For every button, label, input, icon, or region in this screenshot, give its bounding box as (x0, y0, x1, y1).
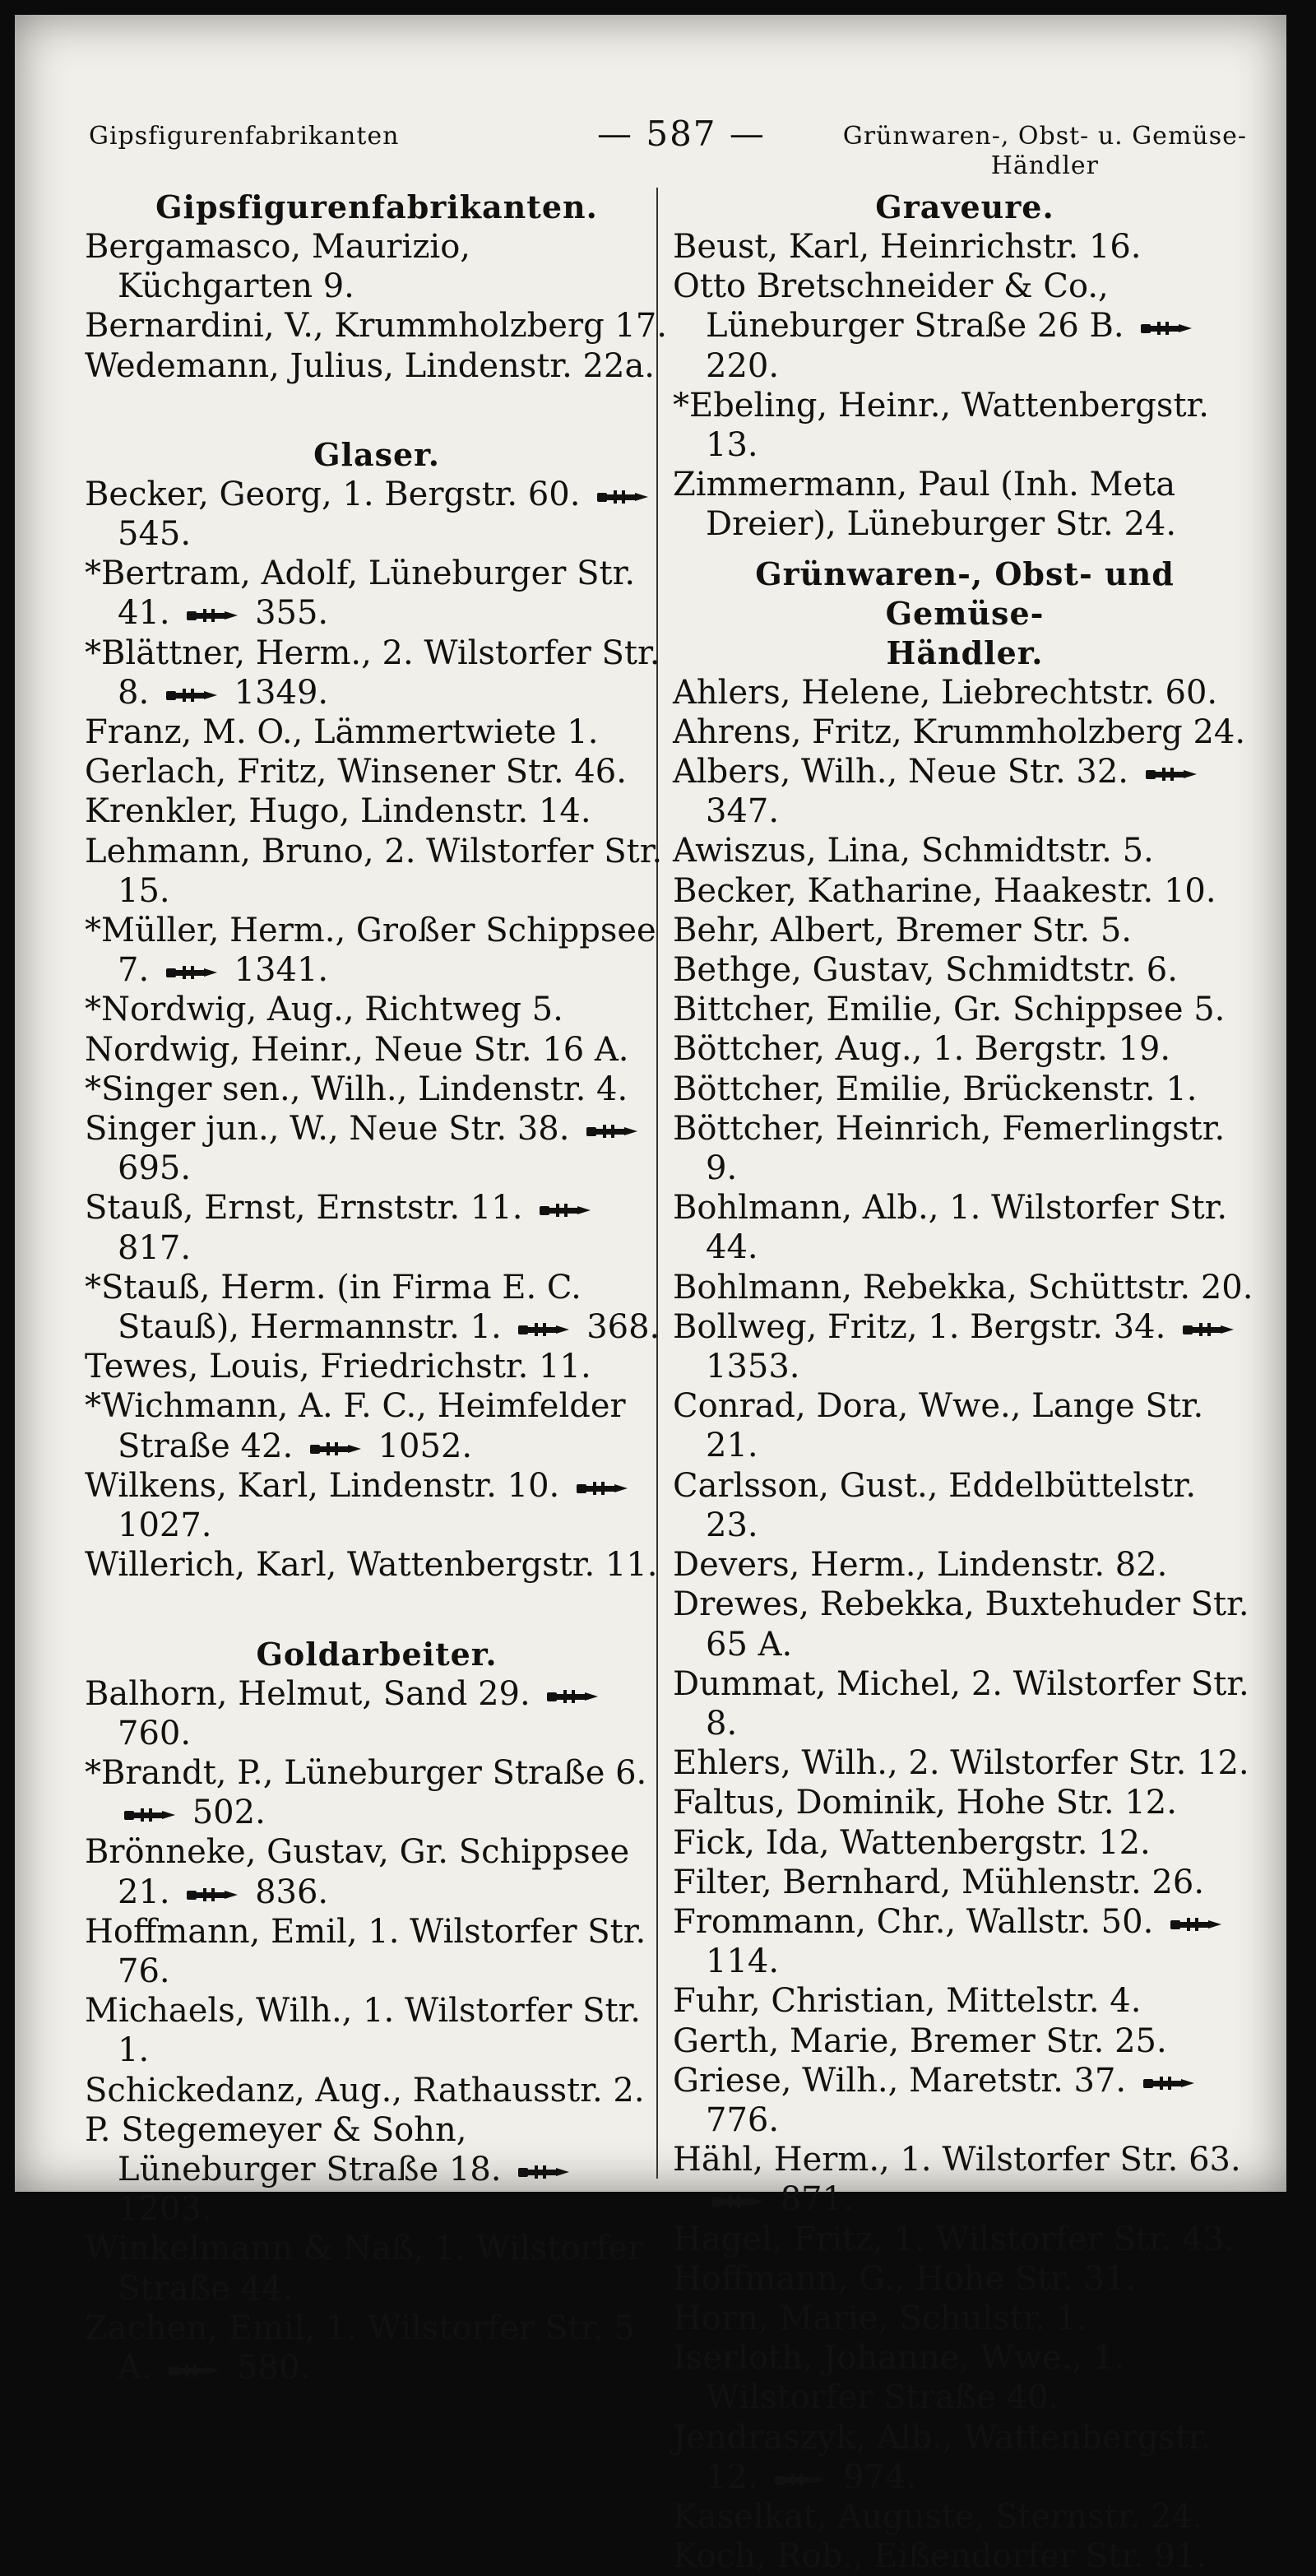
entry-text: *Singer sen., Wilh., Lindenstr. 4. (85, 1070, 628, 1108)
phone-number: 1052. (378, 1427, 473, 1465)
directory-entry (673, 2259, 1257, 2299)
directory-entry (85, 791, 669, 831)
directory-entry (85, 2071, 669, 2110)
directory-entry (85, 911, 669, 990)
directory-entry (85, 1753, 669, 1832)
directory-entry (673, 1070, 1257, 1109)
directory-entry (673, 2061, 1257, 2140)
entry-text: Lehmann, Bruno, 2. Wilstorfer Str. 15. (85, 832, 663, 910)
directory-entry (673, 1109, 1257, 1188)
directory-entry (673, 1863, 1257, 1902)
entry-text: Otto Bretschneider & Co., Lüneburger Straße 26 B. (673, 267, 1124, 346)
directory-entry (85, 1466, 669, 1545)
entry-text: Horn, Marie, Schulstr. 1. (673, 2299, 1088, 2337)
entry-text: Bernardini, V., Krummholzberg 17. (85, 307, 668, 346)
directory-entry (673, 1981, 1257, 2021)
phone-number: 776. (706, 2100, 780, 2139)
directory-entry (85, 1545, 669, 1585)
phone-number: 580. (237, 2348, 311, 2387)
entry-text: Carlsson, Gust., Eddelbüttelstr. 23. (673, 1466, 1197, 1544)
phone-number: 1349. (234, 673, 329, 712)
entry-text: Kaselkat, Auguste, Sternstr. 24. (673, 2497, 1203, 2536)
telephone-icon (538, 1200, 592, 1221)
entry-text: Bittcher, Emilie, Gr. Schippsee 5. (673, 991, 1226, 1029)
directory-entry (673, 1386, 1257, 1465)
section-heading-glaser: Glaser. (313, 435, 440, 473)
directory-entry (85, 2309, 669, 2388)
entry-text: Frommann, Chr., Wallstr. 50. (673, 1902, 1154, 1941)
entry-text: Stauß, Ernst, Ernststr. 11. (85, 1189, 523, 1228)
directory-entry (673, 1466, 1257, 1545)
directory-entry (673, 1823, 1257, 1863)
phone-number: 347. (706, 792, 780, 831)
directory-entry (673, 990, 1257, 1029)
entry-text: Griese, Wilh., Maretstr. 37. (673, 2061, 1127, 2100)
telephone-icon (517, 2161, 571, 2183)
directory-entry (85, 1030, 669, 1070)
phone-number: 695. (118, 1149, 192, 1188)
right-column (673, 188, 1257, 2576)
entry-text: Krenkler, Hugo, Lindenstr. 14. (85, 792, 591, 831)
entry-text: *Brandt, P., Lüneburger Straße 6. (85, 1753, 647, 1792)
entry-text: Michaels, Wilh., 1. Wilstorfer Str. 1. (85, 1992, 641, 2070)
entry-text: Balhorn, Helmut, Sand 29. (85, 1674, 531, 1713)
telephone-icon (575, 1478, 629, 1499)
directory-entry (673, 386, 1257, 465)
entry-text: Bollweg, Fritz, 1. Bergstr. 34. (673, 1307, 1166, 1346)
section-list-graveure (673, 227, 1257, 545)
phone-number: 1027. (118, 1506, 212, 1545)
directory-entry (85, 1912, 669, 1991)
telephone-icon (773, 2469, 827, 2490)
section-list-glaser (85, 475, 669, 1585)
entry-text: *Wichmann, A. F. C., Heimfelder Straße 42. (85, 1387, 626, 1465)
directory-entry (85, 712, 669, 752)
directory-entry (673, 1268, 1257, 1307)
telephone-icon (585, 1121, 639, 1142)
entry-text: Dummat, Michel, 2. Wilstorfer Str. 8. (673, 1664, 1249, 1743)
directory-entry (673, 1743, 1257, 1783)
entry-text: Awiszus, Lina, Schmidtstr. 5. (673, 832, 1154, 870)
entry-text: *Blättner, Herm., 2. Wilstorfer Str. 8. (85, 634, 660, 712)
phone-number: 114. (706, 1942, 780, 1981)
directory-entry (673, 2537, 1257, 2576)
section-heading-gips: Gipsfigurenfabrikanten. (155, 188, 598, 225)
directory-entry (673, 2338, 1257, 2417)
entry-text: Ahrens, Fritz, Krummholzberg 24. (673, 712, 1246, 751)
entry-text: Wedemann, Julius, Lindenstr. 22a. (85, 346, 656, 385)
directory-entry (85, 1070, 669, 1109)
directory-page (15, 15, 1286, 2576)
phone-number: 817. (118, 1228, 192, 1267)
entry-text: Zimmermann, Paul (Inh. Meta Dreier), Lüneburger Str. 24. (673, 466, 1177, 544)
section-heading-gold: Goldarbeiter. (256, 1635, 498, 1673)
telephone-icon (1142, 2072, 1196, 2094)
running-head-left: Gipsfigurenfabrikanten (89, 122, 400, 151)
directory-entry (85, 475, 669, 554)
entry-text: Hoffmann, Emil, 1. Wilstorfer Str. 76. (85, 1912, 646, 1990)
entry-text: *Bertram, Adolf, Lüneburger Str. 41. (85, 555, 636, 633)
section-list-gips (85, 227, 669, 386)
directory-entry (673, 673, 1257, 712)
telephone-icon (164, 685, 219, 706)
entry-text: Drewes, Rebekka, Buxtehuder Str. 65 A. (673, 1585, 1249, 1664)
directory-entry (85, 1188, 669, 1267)
entry-text: Tewes, Louis, Friedrichstr. 11. (85, 1348, 591, 1386)
entry-text: Jendraszyk, Alb., Wattenbergstr. 12. (673, 2418, 1212, 2496)
directory-entry (85, 1674, 669, 1753)
entry-text: Fuhr, Christian, Mittelstr. 4. (673, 1982, 1142, 2021)
directory-entry (85, 306, 669, 346)
entry-text: Koch, Rob., Eißendorfer Str. 91. (673, 2537, 1207, 2576)
directory-entry (673, 227, 1257, 267)
entry-text: Wilkens, Karl, Lindenstr. 10. (85, 1466, 560, 1505)
directory-entry (673, 950, 1257, 990)
telephone-icon (1139, 318, 1193, 339)
entry-text: Ehlers, Wilh., 2. Wilstorfer Str. 12. (673, 1744, 1249, 1783)
entry-text: Nordwig, Heinr., Neue Str. 16 A. (85, 1030, 629, 1069)
entry-text: Beust, Karl, Heinrichstr. 16. (673, 228, 1142, 266)
directory-entry (673, 831, 1257, 870)
entry-text: Gerlach, Fritz, Winsener Str. 46. (85, 753, 627, 791)
directory-entry (85, 2229, 669, 2308)
entry-text: Fick, Ida, Wattenbergstr. 12. (673, 1823, 1151, 1862)
running-head-right (843, 122, 1247, 181)
directory-entry (673, 752, 1257, 831)
entry-text: Bohlmann, Alb., 1. Wilstorfer Str. 44. (673, 1189, 1228, 1267)
entry-text: Singer jun., W., Neue Str. 38. (85, 1110, 570, 1149)
telephone-icon (595, 486, 650, 508)
directory-entry (673, 1664, 1257, 1743)
page-number: — 587 — (597, 114, 766, 154)
entry-text: Willerich, Karl, Wattenbergstr. 11. (85, 1546, 658, 1585)
phone-number: 1203. (118, 2190, 212, 2229)
entry-text: Conrad, Dora, Wwe., Lange Str. 21. (673, 1387, 1204, 1465)
directory-entry (85, 554, 669, 633)
entry-text: Schickedanz, Aug., Rathausstr. 2. (85, 2071, 645, 2110)
section-heading-graveure: Graveure. (875, 188, 1054, 225)
telephone-icon (1144, 764, 1198, 785)
phone-number: 1341. (234, 951, 329, 990)
directory-entry (85, 634, 669, 712)
directory-entry (673, 1188, 1257, 1267)
entry-text: Winkelmann & Naß, 1. Wilstorfer Straße 44. (85, 2230, 644, 2308)
phone-number: 502. (192, 1794, 266, 1832)
directory-entry (85, 832, 669, 911)
entry-text: Becker, Georg, 1. Bergstr. 60. (85, 475, 581, 513)
directory-entry (673, 1545, 1257, 1585)
entry-text: Franz, M. O., Lämmertwiete 1. (85, 713, 599, 752)
telephone-icon (308, 1438, 363, 1460)
section-list-gold (85, 1674, 669, 2388)
directory-entry (673, 1585, 1257, 1664)
entry-text: Böttcher, Heinrich, Femerlingstr. 9. (673, 1109, 1226, 1188)
directory-entry (85, 1386, 669, 1465)
directory-entry (673, 2418, 1257, 2497)
directory-entry (673, 871, 1257, 911)
entry-text: Brönneke, Gustav, Gr. Schippsee 21. (85, 1833, 630, 1911)
left-column (85, 188, 669, 2388)
directory-entry (85, 1832, 669, 1911)
telephone-icon (711, 2191, 765, 2212)
section-heading-gruen: Grünwaren-, Obst- und Gemüse- (755, 555, 1175, 632)
running-head-right-line2: Händler (990, 151, 1100, 180)
phone-number: 355. (255, 594, 329, 633)
directory-entry (85, 990, 669, 1029)
entry-text: Iserloth, Johanne, Wwe., 1. Wilstorfer Straße 40. (673, 2339, 1124, 2417)
telephone-icon (545, 1686, 600, 1707)
directory-entry (85, 1109, 669, 1188)
directory-entry (673, 465, 1257, 544)
phone-number: 760. (118, 1714, 192, 1752)
phone-number: 871. (780, 2180, 854, 2219)
directory-entry (673, 2140, 1257, 2219)
entry-text: *Stauß, Herm. (in Firma E. C. Stauß), Hermannstr. 1. (85, 1268, 582, 1347)
entry-text: Becker, Katharine, Haakestr. 10. (673, 871, 1216, 910)
entry-text: Devers, Herm., Lindenstr. 82. (673, 1546, 1168, 1585)
directory-entry (85, 346, 669, 386)
phone-number: 974. (843, 2458, 917, 2496)
entry-text: Zachen, Emil, 1. Wilstorfer Str. 5 A. (85, 2309, 635, 2387)
phone-number: 368. (586, 1308, 660, 1347)
entry-text: Hoffmann, G., Hohe Str. 31. (673, 2259, 1137, 2298)
entry-text: *Nordwig, Aug., Richtweg 5. (85, 991, 563, 1029)
phone-number: 836. (255, 1873, 329, 1911)
directory-entry (673, 2220, 1257, 2259)
directory-entry (673, 911, 1257, 950)
directory-entry (673, 267, 1257, 386)
directory-entry (85, 1268, 669, 1347)
entry-text: Hähl, Herm., 1. Wilstorfer Str. 63. (673, 2141, 1241, 2179)
telephone-icon (164, 962, 219, 983)
running-head-right-line1: Grünwaren-, Obst- u. Gemüse- (842, 122, 1247, 151)
directory-entry (85, 1991, 669, 2070)
entry-text: *Müller, Herm., Großer Schippsee 7. (85, 912, 656, 990)
entry-text: Filter, Bernhard, Mühlenstr. 26. (673, 1863, 1205, 1901)
entry-text: Bethge, Gustav, Schmidtstr. 6. (673, 951, 1178, 990)
telephone-icon (1181, 1319, 1235, 1340)
phone-number: 220. (706, 346, 780, 385)
directory-entry (85, 2110, 669, 2230)
telephone-icon (123, 1804, 177, 1826)
directory-entry (673, 1902, 1257, 1981)
phone-number: 1353. (706, 1348, 800, 1386)
running-head (89, 114, 1253, 188)
entry-text: P. Stegemeyer & Sohn, Lüneburger Straße 18. (85, 2110, 502, 2188)
entry-text: Bohlmann, Rebekka, Schüttstr. 20. (673, 1268, 1253, 1307)
entry-text: Gerth, Marie, Bremer Str. 25. (673, 2021, 1167, 2060)
telephone-icon (1169, 1914, 1223, 1935)
entry-text: Böttcher, Aug., 1. Bergstr. 19. (673, 1030, 1171, 1069)
directory-entry (673, 2299, 1257, 2338)
entry-text: Faltus, Dominik, Hohe Str. 12. (673, 1784, 1177, 1822)
directory-entry (673, 1783, 1257, 1822)
directory-entry (85, 227, 669, 306)
directory-entry (673, 2021, 1257, 2061)
telephone-icon (167, 2360, 221, 2381)
phone-number: 545. (118, 515, 192, 554)
entry-text: Behr, Albert, Bremer Str. 5. (673, 911, 1132, 949)
entry-text: Böttcher, Emilie, Brückenstr. 1. (673, 1070, 1198, 1108)
directory-entry (673, 712, 1257, 752)
entry-text: Bergamasco, Maurizio, Küchgarten 9. (85, 228, 471, 306)
section-list-gruen (673, 673, 1257, 2576)
entry-text: *Ebeling, Heinr., Wattenbergstr. 13. (673, 386, 1209, 465)
telephone-icon (185, 1884, 239, 1905)
directory-entry (85, 1347, 669, 1386)
telephone-icon (517, 1319, 571, 1340)
section-heading-gruen-line2: Händler. (886, 634, 1044, 671)
directory-entry (673, 1307, 1257, 1386)
directory-entry (673, 2497, 1257, 2537)
entry-text: Ahlers, Helene, Liebrechtstr. 60. (673, 673, 1218, 712)
entry-text: Hagel, Fritz, 1. Wilstorfer Str. 43. (673, 2220, 1235, 2258)
directory-entry (673, 1029, 1257, 1069)
entry-text: Albers, Wilh., Neue Str. 32. (673, 753, 1129, 791)
telephone-icon (185, 605, 239, 626)
directory-entry (85, 752, 669, 791)
